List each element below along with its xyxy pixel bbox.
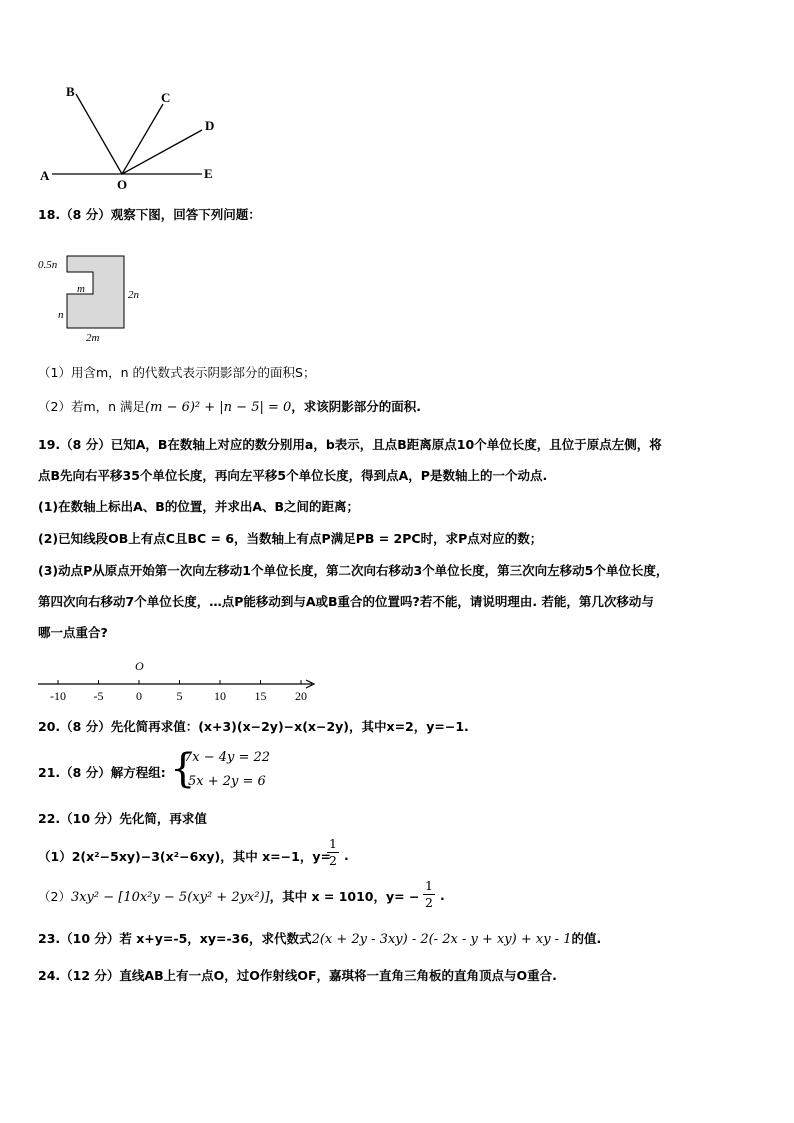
- q23-text: [38, 930, 601, 949]
- label-2n: 2n: [128, 289, 139, 301]
- q18-part1: （1）用含m，n 的代数式表示阴影部分的面积S；: [38, 365, 316, 380]
- origin-label: O: [135, 659, 144, 673]
- q21-brace: {: [170, 746, 196, 792]
- ray-OB: [76, 94, 122, 174]
- shaded-region: [67, 256, 124, 328]
- q19-sub1: (1)在数轴上标出A、B的位置，并求出A、B之间的距离；: [38, 499, 360, 514]
- fraction-denominator: 2: [425, 895, 433, 910]
- angle-figure: [36, 84, 226, 192]
- q23-post: 的值.: [571, 931, 602, 946]
- q22-part2-mid: ，其中 x = 1010，y= −: [269, 889, 420, 904]
- q19-sub2: (2)已知线段OB上有点C且BC = 6，当数轴上有点P满足PB = 2PC时，求P点对应的数；: [38, 531, 543, 546]
- q19-sub3-line3: 哪一点重合?: [38, 625, 108, 640]
- axis-tick-label: -5: [93, 689, 104, 703]
- shaded-figure: [36, 248, 156, 346]
- label-E: E: [204, 166, 213, 181]
- q18-part2: [38, 398, 421, 417]
- axis-tick-label: 15: [254, 689, 267, 703]
- label-C: C: [161, 90, 171, 105]
- label-2m: 2m: [86, 332, 100, 344]
- q22-part2: [38, 888, 419, 907]
- q18-title: 18.（8 分）观察下图，回答下列问题：: [38, 207, 261, 222]
- q23-expr: 2(x + 2y - 3xy) - 2(- 2x - y + xy) + xy - 1: [311, 932, 572, 947]
- q18-part2-formula: (m − 6)² + |n − 5| = 0: [145, 400, 292, 415]
- fraction-denominator: 2: [329, 853, 337, 868]
- ray-OD: [122, 130, 202, 174]
- label-D: D: [205, 118, 215, 133]
- axis-tick-label: 0: [136, 689, 142, 703]
- q24-text: 24.（12 分）直线AB上有一点O，过O作射线OF，嘉琪将一直角三角板的直角顶点与O重合.: [38, 968, 557, 983]
- axis-tick-label: 20: [295, 689, 307, 703]
- q22-part1-fraction: [327, 836, 339, 869]
- q22-part2-expr: 3xy² − [10x²y − 5(xy² + 2yx²)]: [70, 890, 270, 905]
- label-n: n: [58, 309, 64, 321]
- label-A: A: [40, 168, 50, 183]
- q22-title: 22.（10 分）先化简，再求值: [38, 811, 207, 826]
- q22-part1: [38, 848, 331, 866]
- q22-part2-fraction: [423, 878, 435, 911]
- q22-part2-pre: （2）: [38, 889, 71, 904]
- ray-OC: [122, 104, 163, 174]
- q22-part1-text: （1）2(x²−5xy)−3(x²−6xy)，其中 x=−1，y=: [38, 849, 331, 864]
- q20-text: 20.（8 分）先化简再求值：(x+3)(x−2y)−x(x−2y)，其中x=2，y=−1.: [38, 719, 469, 734]
- label-O: O: [117, 177, 128, 192]
- q23-pre: 23.（10 分）若 x+y=-5，xy=-36，求代数式: [38, 931, 312, 946]
- axis-tick-label: 5: [176, 689, 183, 703]
- label-half-n: 0.5n: [38, 259, 58, 271]
- q19-intro-line2: 点B先向右平移35个单位长度，再向左平移5个单位长度，得到点A，P是数轴上的一个动点.: [38, 468, 548, 483]
- q18-part2-pre: （2）若m，n 满足: [38, 399, 146, 414]
- fraction-numerator: 1: [327, 836, 339, 853]
- q22-part1-end: .: [344, 848, 349, 863]
- q22-part2-end: .: [440, 888, 445, 903]
- q21-eq1: 7x − 4y = 22: [184, 750, 271, 765]
- fraction-numerator: 1: [423, 878, 435, 895]
- number-line: [36, 658, 326, 704]
- q19-intro-line1: 19.（8 分）已知A，B在数轴上对应的数分别用a，b表示，且点B距离原点10个单位长度，且位于原点左侧，将: [38, 437, 662, 452]
- q21-eq2: 5x + 2y = 6: [188, 774, 266, 789]
- label-m: m: [77, 283, 85, 295]
- q19-sub3-line1: (3)动点P从原点开始第一次向左移动1个单位长度，第二次向右移动3个单位长度，第三次向左移动5个单位长度，: [38, 563, 669, 578]
- q21-prefix: 21.（8 分）解方程组:: [38, 765, 166, 780]
- axis-tick-label: -10: [50, 689, 66, 703]
- q18-part2-post: ，求该阴影部分的面积.: [291, 399, 422, 414]
- q19-sub3-line2: 第四次向右移动7个单位长度，…点P能移动到与A或B重合的位置吗?若不能，请说明理由. 若能，第几次移动与: [38, 594, 654, 609]
- label-B: B: [66, 84, 75, 99]
- axis-tick-label: 10: [214, 689, 226, 703]
